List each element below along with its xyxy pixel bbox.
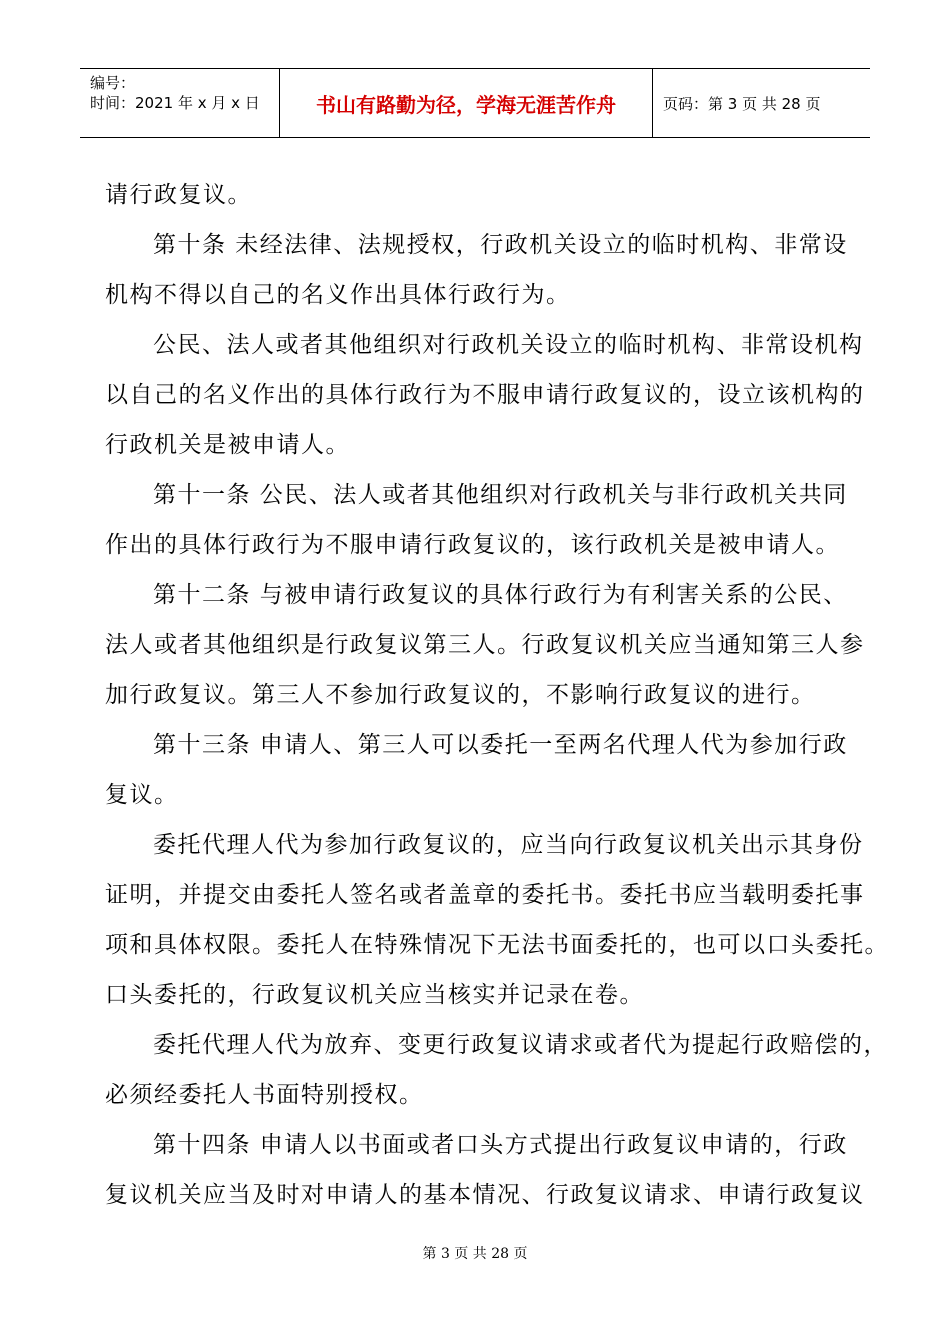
text-line: 第十二条 与被申请行政复议的具体行政行为有利害关系的公民、	[153, 582, 848, 608]
page-header	[80, 68, 870, 138]
text-line: 加行政复议。第三人不参加行政复议的，不影响行政复议的进行。	[105, 682, 816, 708]
text-line: 作出的具体行政行为不服申请行政复议的，该行政机关是被申请人。	[105, 532, 840, 558]
text-line: 第十一条 公民、法人或者其他组织对行政机关与非行政机关共同	[153, 482, 848, 508]
text-line: 第十三条 申请人、第三人可以委托一至两名代理人代为参加行政	[153, 732, 848, 758]
text-line: 机构不得以自己的名义作出具体行政行为。	[105, 282, 571, 308]
text-line: 公民、法人或者其他组织对行政机关设立的临时机构、非常设机构	[153, 332, 864, 358]
text-line: 复议机关应当及时对申请人的基本情况、行政复议请求、申请行政复议	[105, 1182, 865, 1208]
text-line: 证明，并提交由委托人签名或者盖章的委托书。委托书应当载明委托事	[105, 882, 865, 908]
text-line: 行政机关是被申请人。	[105, 432, 350, 458]
text-line: 法人或者其他组织是行政复议第三人。行政复议机关应当通知第三人参	[105, 632, 865, 658]
text-line: 第十四条 申请人以书面或者口头方式提出行政复议申请的，行政	[153, 1132, 848, 1158]
header-meta	[80, 69, 280, 137]
text-line: 必须经委托人书面特别授权。	[105, 1082, 424, 1108]
header-motto: 书山有路勤为径，学海无涯苦作舟	[280, 69, 653, 137]
number-label: 编号：	[90, 74, 136, 92]
date-label: 时间：2021 年 x 月 x 日	[90, 94, 260, 112]
text-line: 委托代理人代为参加行政复议的，应当向行政复议机关出示其身份	[153, 832, 864, 858]
text-line: 口头委托的，行政复议机关应当核实并记录在卷。	[105, 982, 644, 1008]
text-line: 第十条 未经法律、法规授权，行政机关设立的临时机构、非常设	[153, 232, 848, 258]
text-line: 项和具体权限。委托人在特殊情况下无法书面委托的，也可以口头委托。	[105, 932, 889, 958]
header-page-label: 页码：第 3 页 共 28 页	[663, 94, 821, 113]
document-body	[105, 170, 889, 1220]
text-line: 以自己的名义作出的具体行政行为不服申请行政复议的，设立该机构的	[105, 382, 865, 408]
text-line: 请行政复议。	[105, 182, 252, 208]
page-footer: 第 3 页 共 28 页	[422, 1246, 528, 1262]
text-line: 委托代理人代为放弃、变更行政复议请求或者代为提起行政赔偿的，	[153, 1032, 888, 1058]
text-line: 复议。	[105, 782, 179, 808]
